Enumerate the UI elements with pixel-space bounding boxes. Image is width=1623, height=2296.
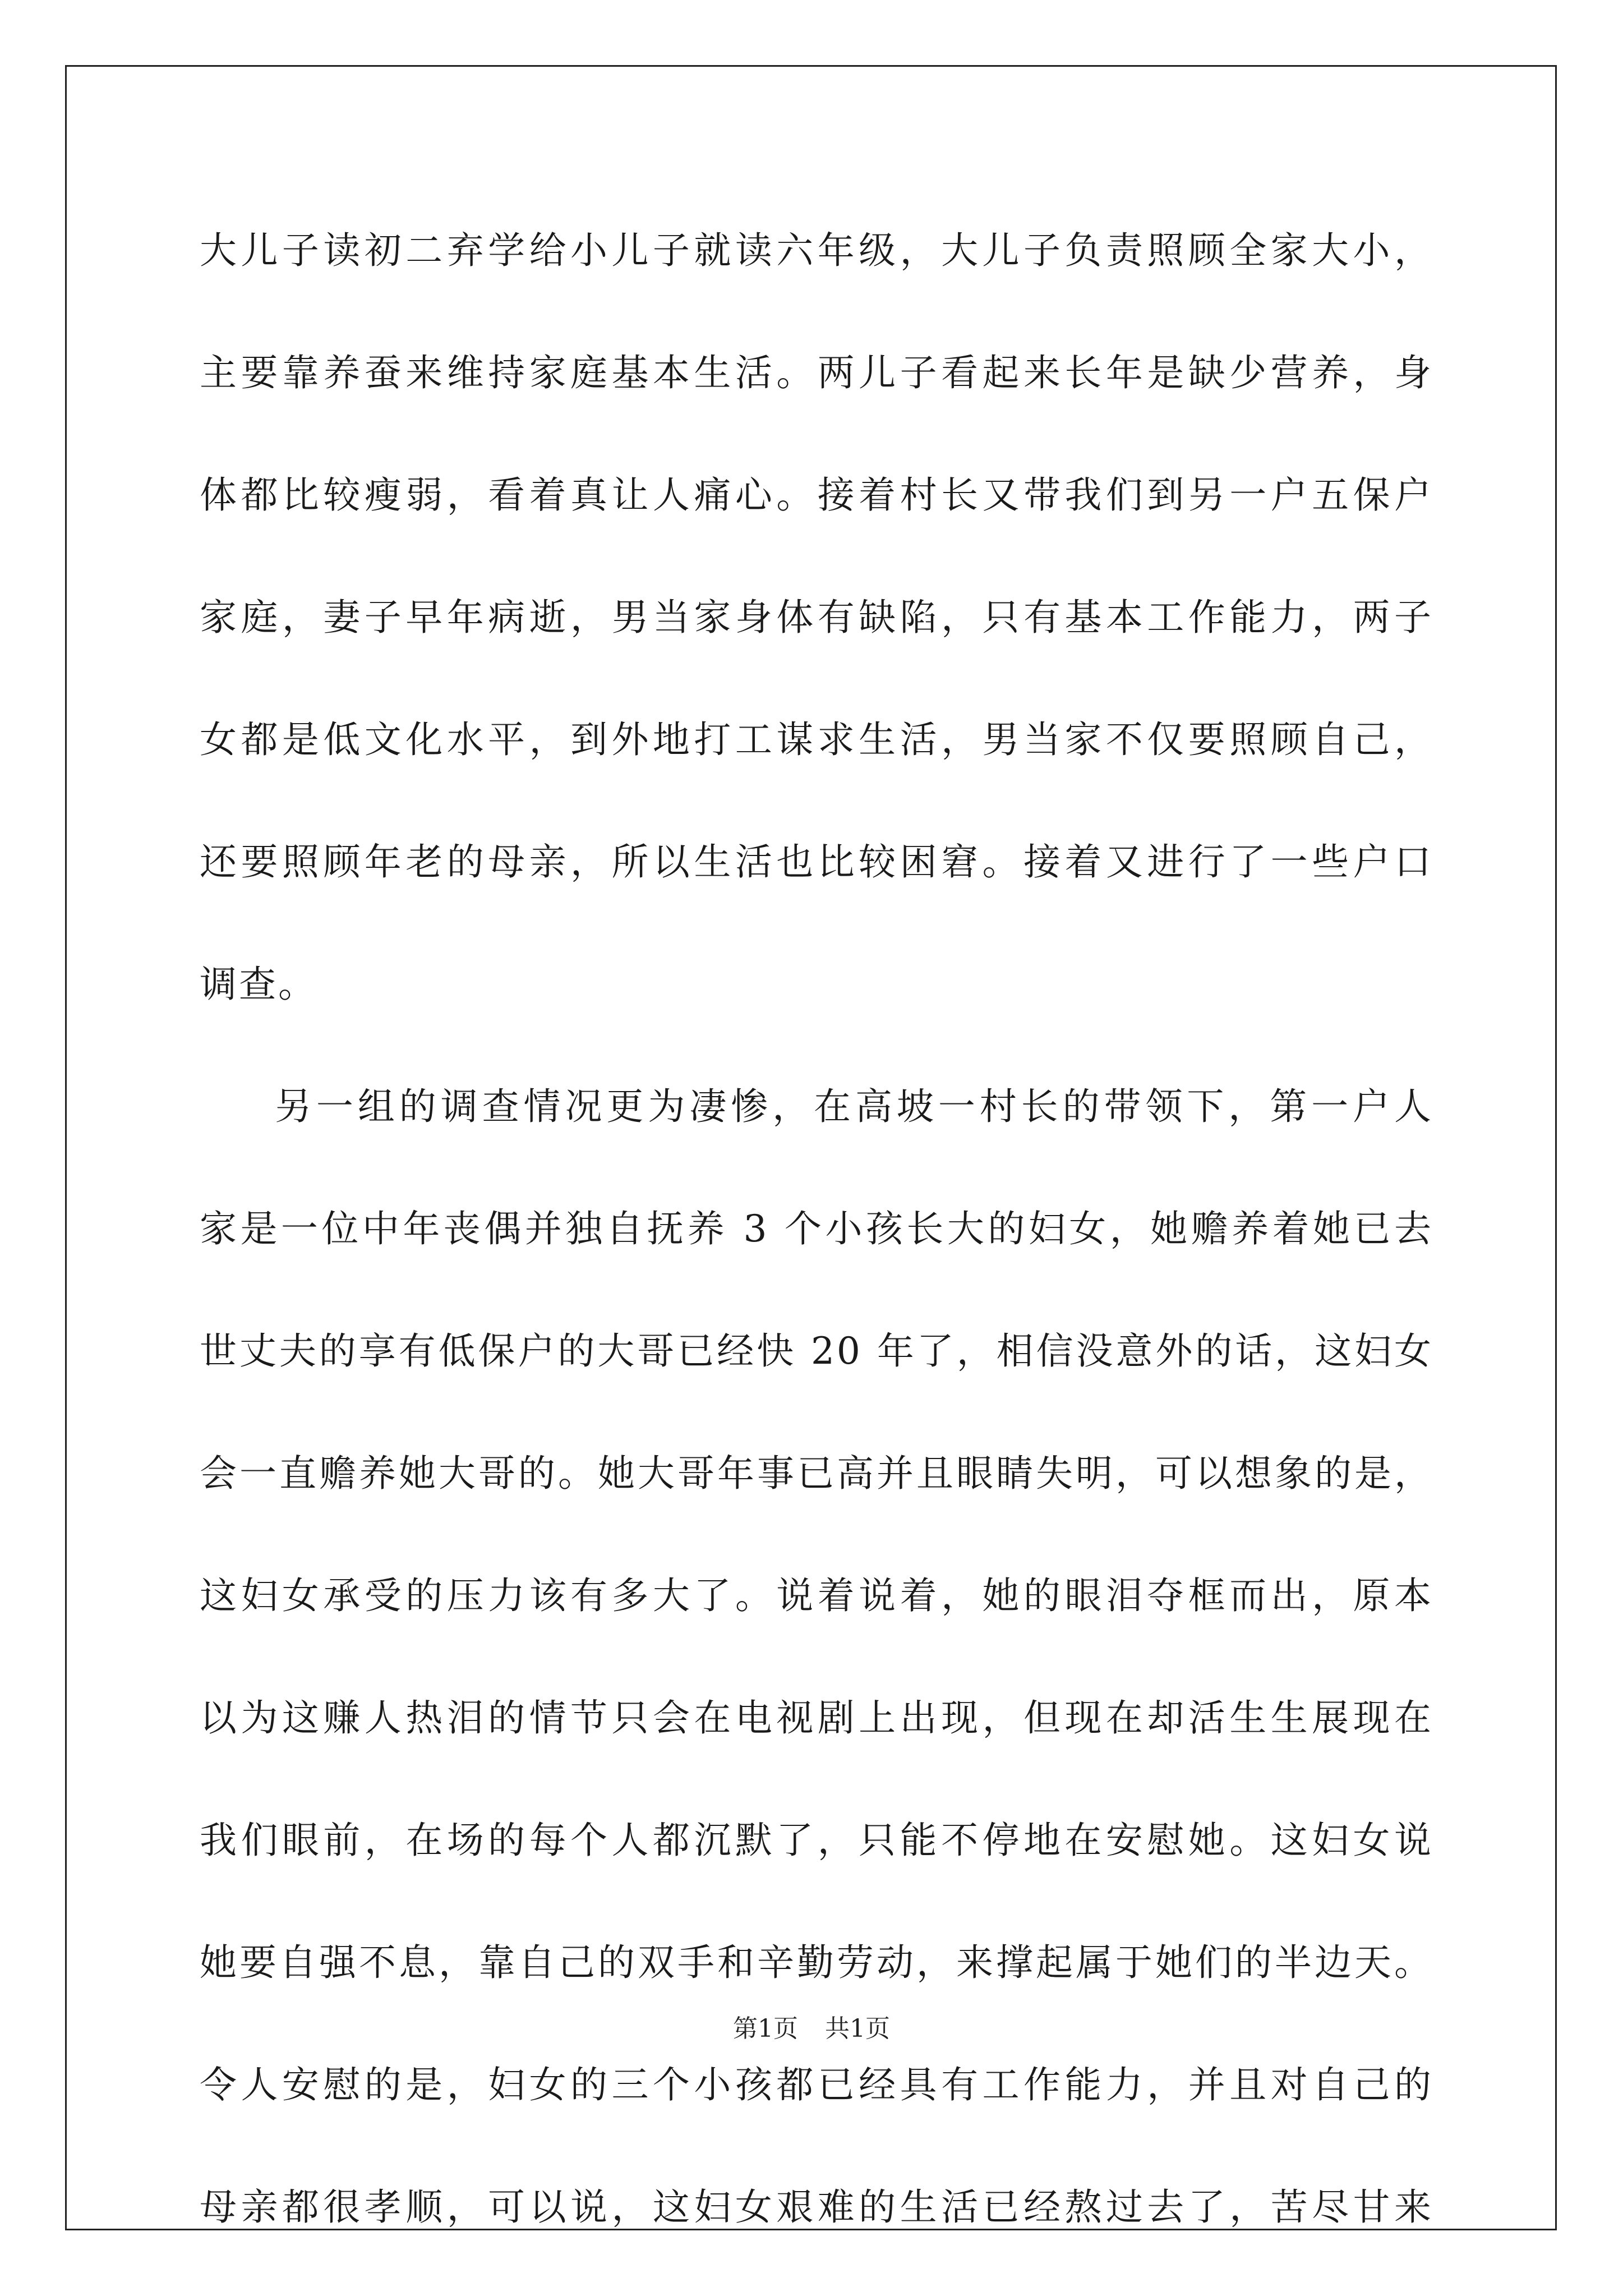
text-line-5: 女都是低文化水平，到外地打工谋求生活，男当家不仅要照顾自己， bbox=[200, 718, 1433, 761]
text-line-2: 主要靠养蚕来维持家庭基本生活。两儿子看起来长年是缺少营养，身 bbox=[200, 351, 1433, 394]
text-line-12: 这妇女承受的压力该有多大了。说着说着，她的眼泪夺框而出，原本 bbox=[200, 1574, 1433, 1617]
text-line-13: 以为这赚人热泪的情节只会在电视剧上出现，但现在却活生生展现在 bbox=[200, 1696, 1433, 1740]
text-line-1: 大儿子读初二弃学给小儿子就读六年级，大儿子负责照顾全家大小， bbox=[200, 229, 1433, 272]
page-footer bbox=[0, 2008, 1623, 2044]
text-line-15: 她要自强不息，靠自己的双手和辛勤劳动，来撑起属于她们的半边天。 bbox=[200, 1941, 1433, 1984]
text-line-10: 世丈夫的享有低保户的大哥已经快 20 年了，相信没意外的话，这妇女 bbox=[200, 1329, 1433, 1373]
text-line-14: 我们眼前，在场的每个人都沉默了，只能不停地在安慰她。这妇女说 bbox=[200, 1819, 1433, 1862]
text-line-7: 调查。 bbox=[200, 963, 317, 1006]
text-line-8: 另一组的调查情况更为凄惨，在高坡一村长的带领下，第一户人 bbox=[275, 1085, 1433, 1128]
text-line-16: 令人安慰的是，妇女的三个小孩都已经具有工作能力，并且对自己的 bbox=[200, 2063, 1433, 2106]
text-line-11: 会一直赡养她大哥的。她大哥年事已高并且眼睛失明，可以想象的是， bbox=[200, 1452, 1433, 1495]
text-line-17: 母亲都很孝顺，可以说，这妇女艰难的生活已经熬过去了，苦尽甘来 bbox=[200, 2185, 1433, 2229]
text-line-4: 家庭，妻子早年病逝，男当家身体有缺陷，只有基本工作能力，两子 bbox=[200, 596, 1433, 639]
text-line-6: 还要照顾年老的母亲，所以生活也比较困窘。接着又进行了一些户口 bbox=[200, 840, 1433, 884]
text-line-9: 家是一位中年丧偶并独自抚养 3 个小孩长大的妇女，她赡养着她已去 bbox=[200, 1207, 1433, 1250]
page-total: 共1页 bbox=[825, 2014, 890, 2043]
page-number: 第1页 bbox=[733, 2014, 798, 2043]
document-body bbox=[200, 190, 1433, 2269]
text-line-3: 体都比较瘦弱，看着真让人痛心。接着村长又带我们到另一户五保户 bbox=[200, 473, 1433, 517]
